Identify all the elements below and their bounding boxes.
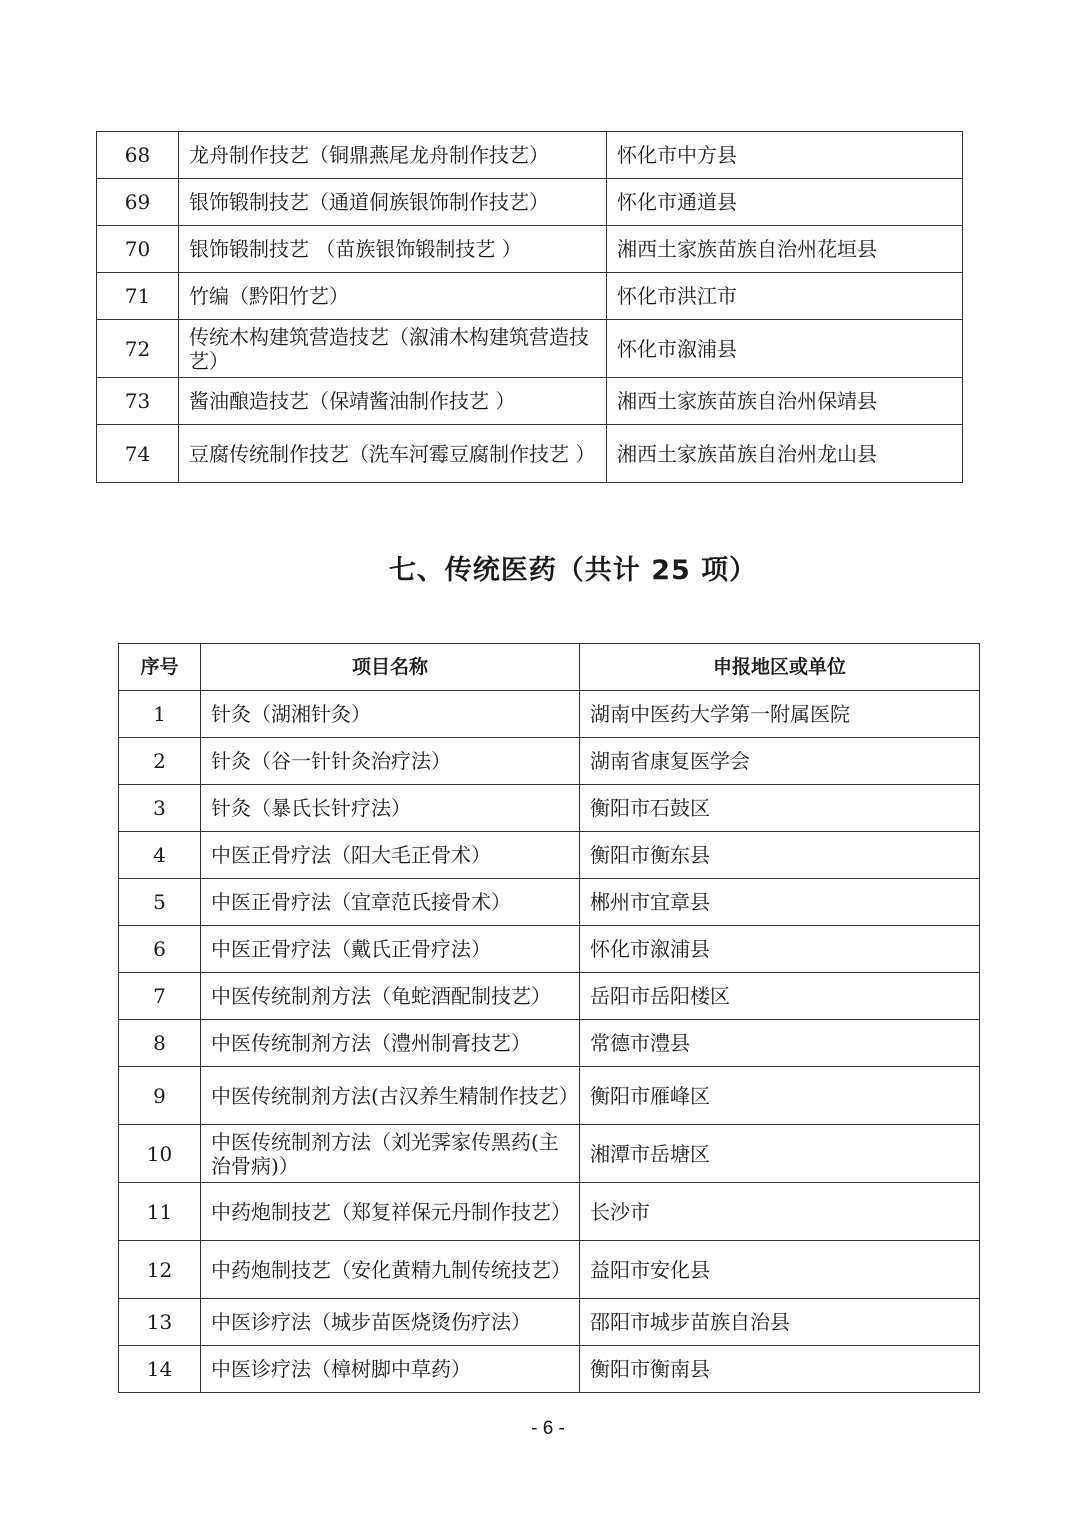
item-name: 中医传统制剂方法（龟蛇酒配制技艺） (201, 973, 580, 1020)
item-name: 针灸（暴氏长针疗法） (201, 785, 580, 832)
item-region: 衡阳市石鼓区 (580, 785, 980, 832)
column-header-region: 申报地区或单位 (580, 644, 980, 691)
item-number: 2 (119, 738, 201, 785)
item-region: 怀化市溆浦县 (607, 320, 963, 378)
table-row (119, 832, 980, 879)
item-number: 9 (119, 1067, 201, 1125)
item-number: 4 (119, 832, 201, 879)
item-name: 中医传统制剂方法（澧州制膏技艺） (201, 1020, 580, 1067)
item-region: 怀化市中方县 (607, 132, 963, 179)
item-region: 湖南中医药大学第一附属医院 (580, 691, 980, 738)
item-number: 10 (119, 1125, 201, 1183)
item-name: 酱油酿造技艺（保靖酱油制作技艺 ） (179, 378, 607, 425)
item-region: 长沙市 (580, 1183, 980, 1241)
item-region: 湖南省康复医学会 (580, 738, 980, 785)
table-row (97, 179, 963, 226)
item-name: 中医诊疗法（城步苗医烧烫伤疗法） (201, 1299, 580, 1346)
table-row (119, 926, 980, 973)
section-heading: 七、传统医药（共计 25 项） (388, 555, 758, 586)
table-row (97, 226, 963, 273)
column-header-number: 序号 (119, 644, 201, 691)
item-number: 70 (97, 226, 179, 273)
item-name: 中医正骨疗法（阳大毛正骨术） (201, 832, 580, 879)
item-number: 3 (119, 785, 201, 832)
item-region: 衡阳市衡南县 (580, 1346, 980, 1393)
item-name: 传统木构建筑营造技艺（溆浦木构建筑营造技艺） (179, 320, 607, 378)
item-name: 中医传统制剂方法（刘光霁家传黑药(主治骨病)） (201, 1125, 580, 1183)
table-row (97, 273, 963, 320)
item-region: 邵阳市城步苗族自治县 (580, 1299, 980, 1346)
table-row (119, 1125, 980, 1183)
item-number: 1 (119, 691, 201, 738)
item-region: 郴州市宜章县 (580, 879, 980, 926)
column-header-name: 项目名称 (201, 644, 580, 691)
item-name: 中医传统制剂方法(古汉养生精制作技艺） (201, 1067, 580, 1125)
table-row (97, 425, 963, 483)
item-name: 中医诊疗法（樟树脚中草药） (201, 1346, 580, 1393)
craft-items-table (96, 131, 963, 483)
table-row (97, 378, 963, 425)
item-region: 岳阳市岳阳楼区 (580, 973, 980, 1020)
item-region: 湘西土家族苗族自治州花垣县 (607, 226, 963, 273)
table-row (119, 1299, 980, 1346)
item-name: 针灸（谷一针针灸治疗法） (201, 738, 580, 785)
table-row (119, 973, 980, 1020)
item-name: 竹编（黔阳竹艺） (179, 273, 607, 320)
page-number: - 6 - (531, 1418, 565, 1439)
item-region: 怀化市溆浦县 (580, 926, 980, 973)
item-region: 常德市澧县 (580, 1020, 980, 1067)
item-number: 72 (97, 320, 179, 378)
item-number: 14 (119, 1346, 201, 1393)
item-region: 怀化市通道县 (607, 179, 963, 226)
item-region: 益阳市安化县 (580, 1241, 980, 1299)
item-number: 12 (119, 1241, 201, 1299)
item-name: 中医正骨疗法（戴氏正骨疗法） (201, 926, 580, 973)
item-number: 71 (97, 273, 179, 320)
item-region: 湘潭市岳塘区 (580, 1125, 980, 1183)
item-number: 74 (97, 425, 179, 483)
item-number: 6 (119, 926, 201, 973)
item-number: 7 (119, 973, 201, 1020)
item-region: 湘西土家族苗族自治州龙山县 (607, 425, 963, 483)
item-number: 8 (119, 1020, 201, 1067)
item-region: 湘西土家族苗族自治州保靖县 (607, 378, 963, 425)
item-number: 5 (119, 879, 201, 926)
item-number: 73 (97, 378, 179, 425)
item-name: 豆腐传统制作技艺（洗车河霉豆腐制作技艺 ） (179, 425, 607, 483)
item-name: 中药炮制技艺（郑复祥保元丹制作技艺） (201, 1183, 580, 1241)
table-row (119, 738, 980, 785)
table-row (119, 785, 980, 832)
table-row (119, 879, 980, 926)
table-header-row (119, 644, 980, 691)
item-number: 69 (97, 179, 179, 226)
table-row (119, 1183, 980, 1241)
item-number: 13 (119, 1299, 201, 1346)
item-region: 衡阳市衡东县 (580, 832, 980, 879)
item-region: 怀化市洪江市 (607, 273, 963, 320)
item-name: 中药炮制技艺（安化黄精九制传统技艺） (201, 1241, 580, 1299)
table-row (119, 1020, 980, 1067)
item-name: 中医正骨疗法（宜章范氏接骨术） (201, 879, 580, 926)
table-row (119, 691, 980, 738)
item-region: 衡阳市雁峰区 (580, 1067, 980, 1125)
table-row (119, 1241, 980, 1299)
item-name: 银饰锻制技艺（通道侗族银饰制作技艺） (179, 179, 607, 226)
medicine-items-table (118, 643, 980, 1393)
item-number: 68 (97, 132, 179, 179)
table-row (97, 132, 963, 179)
item-number: 11 (119, 1183, 201, 1241)
table-row (97, 320, 963, 378)
item-name: 银饰锻制技艺 （苗族银饰锻制技艺 ） (179, 226, 607, 273)
item-name: 针灸（湖湘针灸） (201, 691, 580, 738)
table-row (119, 1346, 980, 1393)
item-name: 龙舟制作技艺（铜鼎燕尾龙舟制作技艺） (179, 132, 607, 179)
table-row (119, 1067, 980, 1125)
